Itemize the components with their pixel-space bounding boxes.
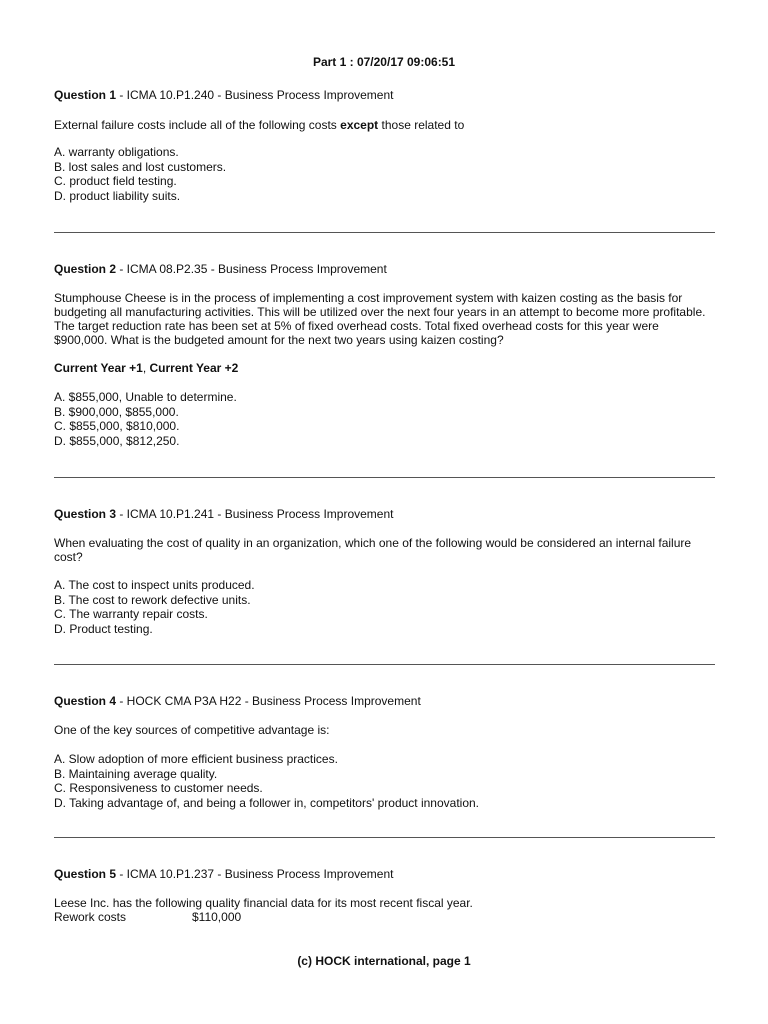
option-d: D. Product testing.	[54, 621, 153, 636]
question-meta: - ICMA 08.P2.35 - Business Process Improvement	[116, 262, 387, 276]
divider	[54, 232, 715, 233]
question-text: One of the key sources of competitive advantage is:	[54, 723, 330, 737]
question-meta: - ICMA 10.P1.240 - Business Process Improvement	[116, 88, 394, 102]
question-text: When evaluating the cost of quality in an organization, which one of the following would be considered an internal failure cost?	[54, 536, 692, 564]
question-heading	[54, 867, 714, 881]
answer-options	[54, 145, 714, 203]
answer-options	[54, 578, 714, 636]
question-3	[54, 507, 714, 636]
question-2	[54, 262, 714, 448]
emphasis: except	[340, 118, 379, 132]
question-1	[54, 88, 714, 203]
answer-format-heading: Current Year +1, Current Year +2	[54, 361, 239, 375]
option-c: C. The warranty repair costs.	[54, 607, 208, 621]
row-label: Rework costs	[54, 910, 127, 924]
question-text: Leese Inc. has the following quality financial data for its most recent fiscal year.	[54, 896, 473, 910]
option-d: D. product liability suits.	[54, 188, 181, 203]
option-b: B. $900,000, $855,000.	[54, 404, 179, 419]
question-5	[54, 867, 714, 924]
question-label: Question 3	[54, 507, 117, 521]
option-a: A. Slow adoption of more efficient business practices.	[54, 752, 338, 766]
divider	[54, 837, 715, 838]
option-a: A. warranty obligations.	[54, 145, 179, 159]
option-b: B. The cost to rework defective units.	[54, 592, 251, 607]
question-heading	[54, 262, 714, 276]
financial-data-row	[54, 910, 714, 924]
question-meta: - ICMA 10.P1.241 - Business Process Improvement	[116, 507, 394, 521]
answer-options	[54, 752, 714, 810]
option-d: D. $855,000, $812,250.	[54, 433, 180, 448]
option-a: A. $855,000, Unable to determine.	[54, 390, 237, 404]
question-4	[54, 694, 714, 810]
question-label: Question 2	[54, 262, 117, 276]
question-text: Stumphouse Cheese is in the process of implementing a cost improvement system with kaizen costing as the basis for budgeting all manufacturing activities. This will be utilized over the next four years in an attempt to become more profitable. The target reduction rate has been set at 5% of fixed overhead costs. Total fixed overhead costs for this year were $900,000. What is the budgeted amount for the next two years using kaizen costing?	[54, 291, 706, 347]
option-c: C. $855,000, $810,000.	[54, 419, 180, 433]
question-text: External failure costs include all of the following costs except those related to	[54, 118, 465, 132]
option-c: C. product field testing.	[54, 174, 177, 188]
option-b: B. Maintaining average quality.	[54, 766, 218, 781]
question-heading	[54, 507, 714, 521]
question-label: Question 1	[54, 88, 117, 102]
option-b: B. lost sales and lost customers.	[54, 159, 227, 174]
question-meta: - ICMA 10.P1.237 - Business Process Improvement	[116, 867, 394, 881]
option-c: C. Responsiveness to customer needs.	[54, 781, 263, 795]
option-a: A. The cost to inspect units produced.	[54, 578, 255, 592]
option-d: D. Taking advantage of, and being a follower in, competitors' product innovation.	[54, 795, 479, 810]
question-label: Question 5	[54, 867, 117, 881]
question-heading	[54, 694, 714, 708]
row-value: $110,000	[192, 910, 242, 924]
page-header: Part 1 : 07/20/17 09:06:51	[312, 55, 456, 69]
divider	[54, 664, 715, 665]
question-meta: - HOCK CMA P3A H22 - Business Process Improvement	[116, 694, 421, 708]
question-heading	[54, 88, 714, 102]
page-footer: (c) HOCK international, page 1	[297, 954, 471, 968]
question-label: Question 4	[54, 694, 117, 708]
answer-options	[54, 390, 714, 448]
divider	[54, 477, 715, 478]
